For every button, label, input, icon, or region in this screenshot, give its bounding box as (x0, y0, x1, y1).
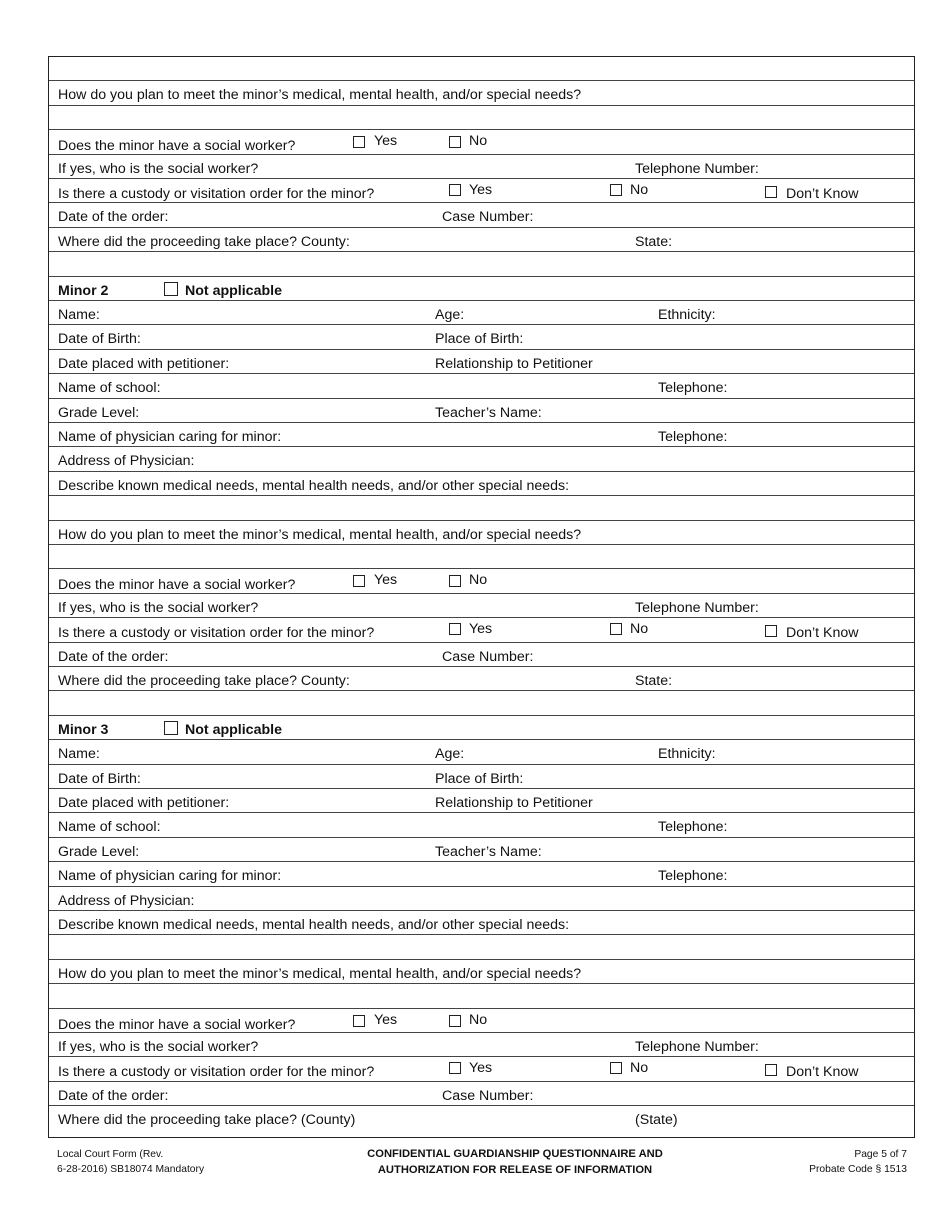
no-label: No (469, 1011, 488, 1028)
blank-answer-row[interactable] (49, 935, 914, 959)
spacer-row (49, 691, 914, 715)
minor-3-grade-row[interactable] (49, 838, 914, 862)
proceeding-county-label: Where did the proceeding take place? County: (58, 673, 350, 689)
custody-yes-checkbox[interactable] (449, 1062, 461, 1074)
minor-3-placement-row[interactable] (49, 789, 914, 813)
date-of-birth-label: Date of Birth: (58, 770, 141, 787)
order-date-row[interactable] (49, 203, 914, 227)
telephone-number-label: Telephone Number: (635, 160, 759, 177)
social-worker-yes-checkbox[interactable] (353, 136, 365, 148)
custody-order-question: Is there a custody or visitation order for the minor? (58, 1064, 375, 1081)
custody-yes-checkbox[interactable] (449, 184, 461, 196)
minor-2-needs-row (49, 472, 914, 496)
physician-name-label: Name of physician caring for minor: (58, 429, 282, 445)
yes-label: Yes (469, 182, 493, 198)
minor-2-order-date-row[interactable] (49, 643, 914, 667)
describe-needs-label: Describe known medical needs, mental health needs, and/or other special needs: (58, 917, 570, 933)
minor-3-name-row[interactable] (49, 740, 914, 764)
form-revision-line2: 6-28-2016) SB18074 Mandatory (57, 1164, 205, 1175)
name-label: Name: (58, 746, 100, 763)
blank-answer-row[interactable] (49, 106, 914, 130)
blank-answer-row[interactable] (49, 57, 914, 81)
proceeding-state-label: (State) (635, 1112, 678, 1129)
order-date-label: Date of the order: (58, 648, 169, 665)
minor-3-physician-address-row[interactable] (49, 887, 914, 911)
custody-dont-know-checkbox[interactable] (765, 1064, 777, 1076)
telephone-number-label: Telephone Number: (635, 599, 759, 616)
questionnaire-form (48, 56, 915, 1138)
minor-3-birth-row[interactable] (49, 765, 914, 789)
social-worker-question: Does the minor have a social worker? (58, 1016, 296, 1033)
plan-needs-label: How do you plan to meet the minor’s medical, mental health, and/or special needs? (58, 526, 582, 543)
telephone-label: Telephone: (658, 429, 728, 445)
blank-answer-row[interactable] (49, 496, 914, 520)
minor-2-grade-row[interactable] (49, 399, 914, 423)
blank-answer-row[interactable] (49, 984, 914, 1008)
custody-dont-know-checkbox[interactable] (765, 625, 777, 637)
telephone-label: Telephone: (658, 819, 728, 836)
minor-2-heading: Minor 2 (58, 282, 109, 299)
social-worker-row (49, 130, 914, 154)
minor-3-heading: Minor 3 (58, 721, 109, 738)
form-title-line2: AUTHORIZATION FOR RELEASE OF INFORMATION (377, 1164, 653, 1176)
place-of-birth-label: Place of Birth: (435, 331, 524, 348)
minor-3-not-applicable-checkbox[interactable] (164, 721, 178, 735)
dont-know-label: Don’t Know (786, 625, 859, 642)
grade-level-label: Grade Level: (58, 404, 140, 421)
relationship-label: Relationship to Petitioner (435, 355, 593, 372)
no-label: No (469, 133, 488, 150)
social-worker-question: Does the minor have a social worker? (58, 138, 296, 155)
place-of-birth-label: Place of Birth: (435, 770, 524, 787)
no-label: No (630, 182, 649, 198)
minor-2-birth-row[interactable] (49, 325, 914, 349)
social-worker-yes-checkbox[interactable] (353, 1015, 365, 1027)
social-worker-no-checkbox[interactable] (449, 136, 461, 148)
minor-2-physician-address-row[interactable] (49, 447, 914, 471)
custody-no-checkbox[interactable] (610, 623, 622, 635)
minor-3-school-row[interactable] (49, 813, 914, 837)
date-placed-label: Date placed with petitioner: (58, 795, 230, 811)
order-date-label: Date of the order: (58, 1087, 169, 1104)
yes-label: Yes (374, 133, 398, 150)
spacer-row (49, 252, 914, 276)
proceeding-state-label: State: (635, 233, 673, 250)
blank-answer-row[interactable] (49, 545, 914, 569)
school-name-label: Name of school: (58, 380, 161, 397)
yes-label: Yes (469, 1060, 493, 1077)
dont-know-label: Don’t Know (786, 1064, 859, 1081)
minor-3-order-date-row[interactable] (49, 1082, 914, 1106)
case-number-label: Case Number: (442, 648, 534, 665)
minor-3-social-worker-row (49, 1009, 914, 1033)
social-worker-name-label: If yes, who is the social worker? (58, 160, 259, 177)
social-worker-no-checkbox[interactable] (449, 1015, 461, 1027)
proceeding-location-row[interactable] (49, 228, 914, 252)
telephone-label: Telephone: (658, 380, 728, 397)
proceeding-county-label: Where did the proceeding take place? County: (58, 233, 350, 250)
telephone-label: Telephone: (658, 868, 728, 885)
minor-2-school-row[interactable] (49, 374, 914, 398)
proceeding-county-label: Where did the proceeding take place? (County) (58, 1112, 356, 1129)
plan-needs-row (49, 81, 914, 105)
custody-no-checkbox[interactable] (610, 184, 622, 196)
plan-needs-label: How do you plan to meet the minor’s medical, mental health, and/or special needs? (58, 965, 582, 982)
social-worker-question: Does the minor have a social worker? (58, 577, 296, 594)
minor-2-plan-needs-row (49, 521, 914, 545)
minor-3-custody-order-row (49, 1057, 914, 1081)
minor-3-header-row (49, 716, 914, 740)
case-number-label: Case Number: (442, 209, 534, 226)
minor-2-proceeding-location-row[interactable] (49, 667, 914, 691)
date-placed-label: Date placed with petitioner: (58, 355, 230, 372)
yes-label: Yes (374, 572, 398, 589)
telephone-number-label: Telephone Number: (635, 1039, 759, 1055)
custody-order-question: Is there a custody or visitation order for the minor? (58, 625, 375, 642)
dont-know-label: Don’t Know (786, 186, 859, 202)
age-label: Age: (435, 307, 465, 323)
minor-3-physician-row[interactable] (49, 862, 914, 886)
minor-2-placement-row[interactable] (49, 350, 914, 374)
minor-2-not-applicable-checkbox[interactable] (164, 282, 178, 296)
minor-3-plan-needs-row (49, 960, 914, 984)
custody-yes-checkbox[interactable] (449, 623, 461, 635)
minor-2-social-worker-name-row[interactable] (49, 594, 914, 618)
social-worker-name-label: If yes, who is the social worker? (58, 599, 259, 616)
relationship-label: Relationship to Petitioner (435, 795, 593, 811)
school-name-label: Name of school: (58, 819, 161, 836)
page-number: Page 5 of 7 (854, 1149, 907, 1160)
social-worker-yes-checkbox[interactable] (353, 575, 365, 587)
page-footer (0, 1146, 950, 1186)
minor-3-proceeding-location-row[interactable] (49, 1106, 914, 1130)
case-number-label: Case Number: (442, 1087, 534, 1104)
order-date-label: Date of the order: (58, 209, 169, 226)
not-applicable-label: Not applicable (185, 282, 282, 299)
no-label: No (469, 572, 488, 589)
minor-2-social-worker-row (49, 569, 914, 593)
custody-no-checkbox[interactable] (610, 1062, 622, 1074)
minor-2-name-row[interactable] (49, 301, 914, 325)
social-worker-name-row[interactable] (49, 155, 914, 179)
grade-level-label: Grade Level: (58, 843, 140, 860)
yes-label: Yes (469, 621, 493, 638)
no-label: No (630, 1060, 649, 1077)
minor-2-header-row (49, 277, 914, 301)
yes-label: Yes (374, 1011, 398, 1028)
date-of-birth-label: Date of Birth: (58, 331, 141, 348)
age-label: Age: (435, 746, 465, 763)
social-worker-name-label: If yes, who is the social worker? (58, 1039, 259, 1055)
minor-3-social-worker-name-row[interactable] (49, 1033, 914, 1057)
ethnicity-label: Ethnicity: (658, 307, 716, 323)
minor-3-needs-row (49, 911, 914, 935)
custody-order-question: Is there a custody or visitation order for the minor? (58, 186, 375, 202)
form-revision-line1: Local Court Form (Rev. (57, 1149, 164, 1160)
name-label: Name: (58, 307, 100, 323)
social-worker-no-checkbox[interactable] (449, 575, 461, 587)
teacher-name-label: Teacher’s Name: (435, 404, 542, 421)
describe-needs-label: Describe known medical needs, mental health needs, and/or other special needs: (58, 477, 570, 494)
proceeding-state-label: State: (635, 673, 673, 689)
plan-needs-label: How do you plan to meet the minor’s medical, mental health, and/or special needs? (58, 87, 582, 104)
no-label: No (630, 621, 649, 638)
physician-name-label: Name of physician caring for minor: (58, 868, 282, 885)
form-title-line1: CONFIDENTIAL GUARDIANSHIP QUESTIONNAIRE AND (367, 1148, 663, 1160)
minor-2-physician-row[interactable] (49, 423, 914, 447)
physician-address-label: Address of Physician: (58, 453, 195, 470)
ethnicity-label: Ethnicity: (658, 746, 716, 763)
teacher-name-label: Teacher’s Name: (435, 843, 542, 860)
probate-code: Probate Code § 1513 (809, 1164, 907, 1175)
custody-order-row (49, 179, 914, 203)
physician-address-label: Address of Physician: (58, 892, 195, 909)
minor-2-custody-order-row (49, 618, 914, 642)
custody-dont-know-checkbox[interactable] (765, 186, 777, 198)
not-applicable-label: Not applicable (185, 721, 282, 738)
